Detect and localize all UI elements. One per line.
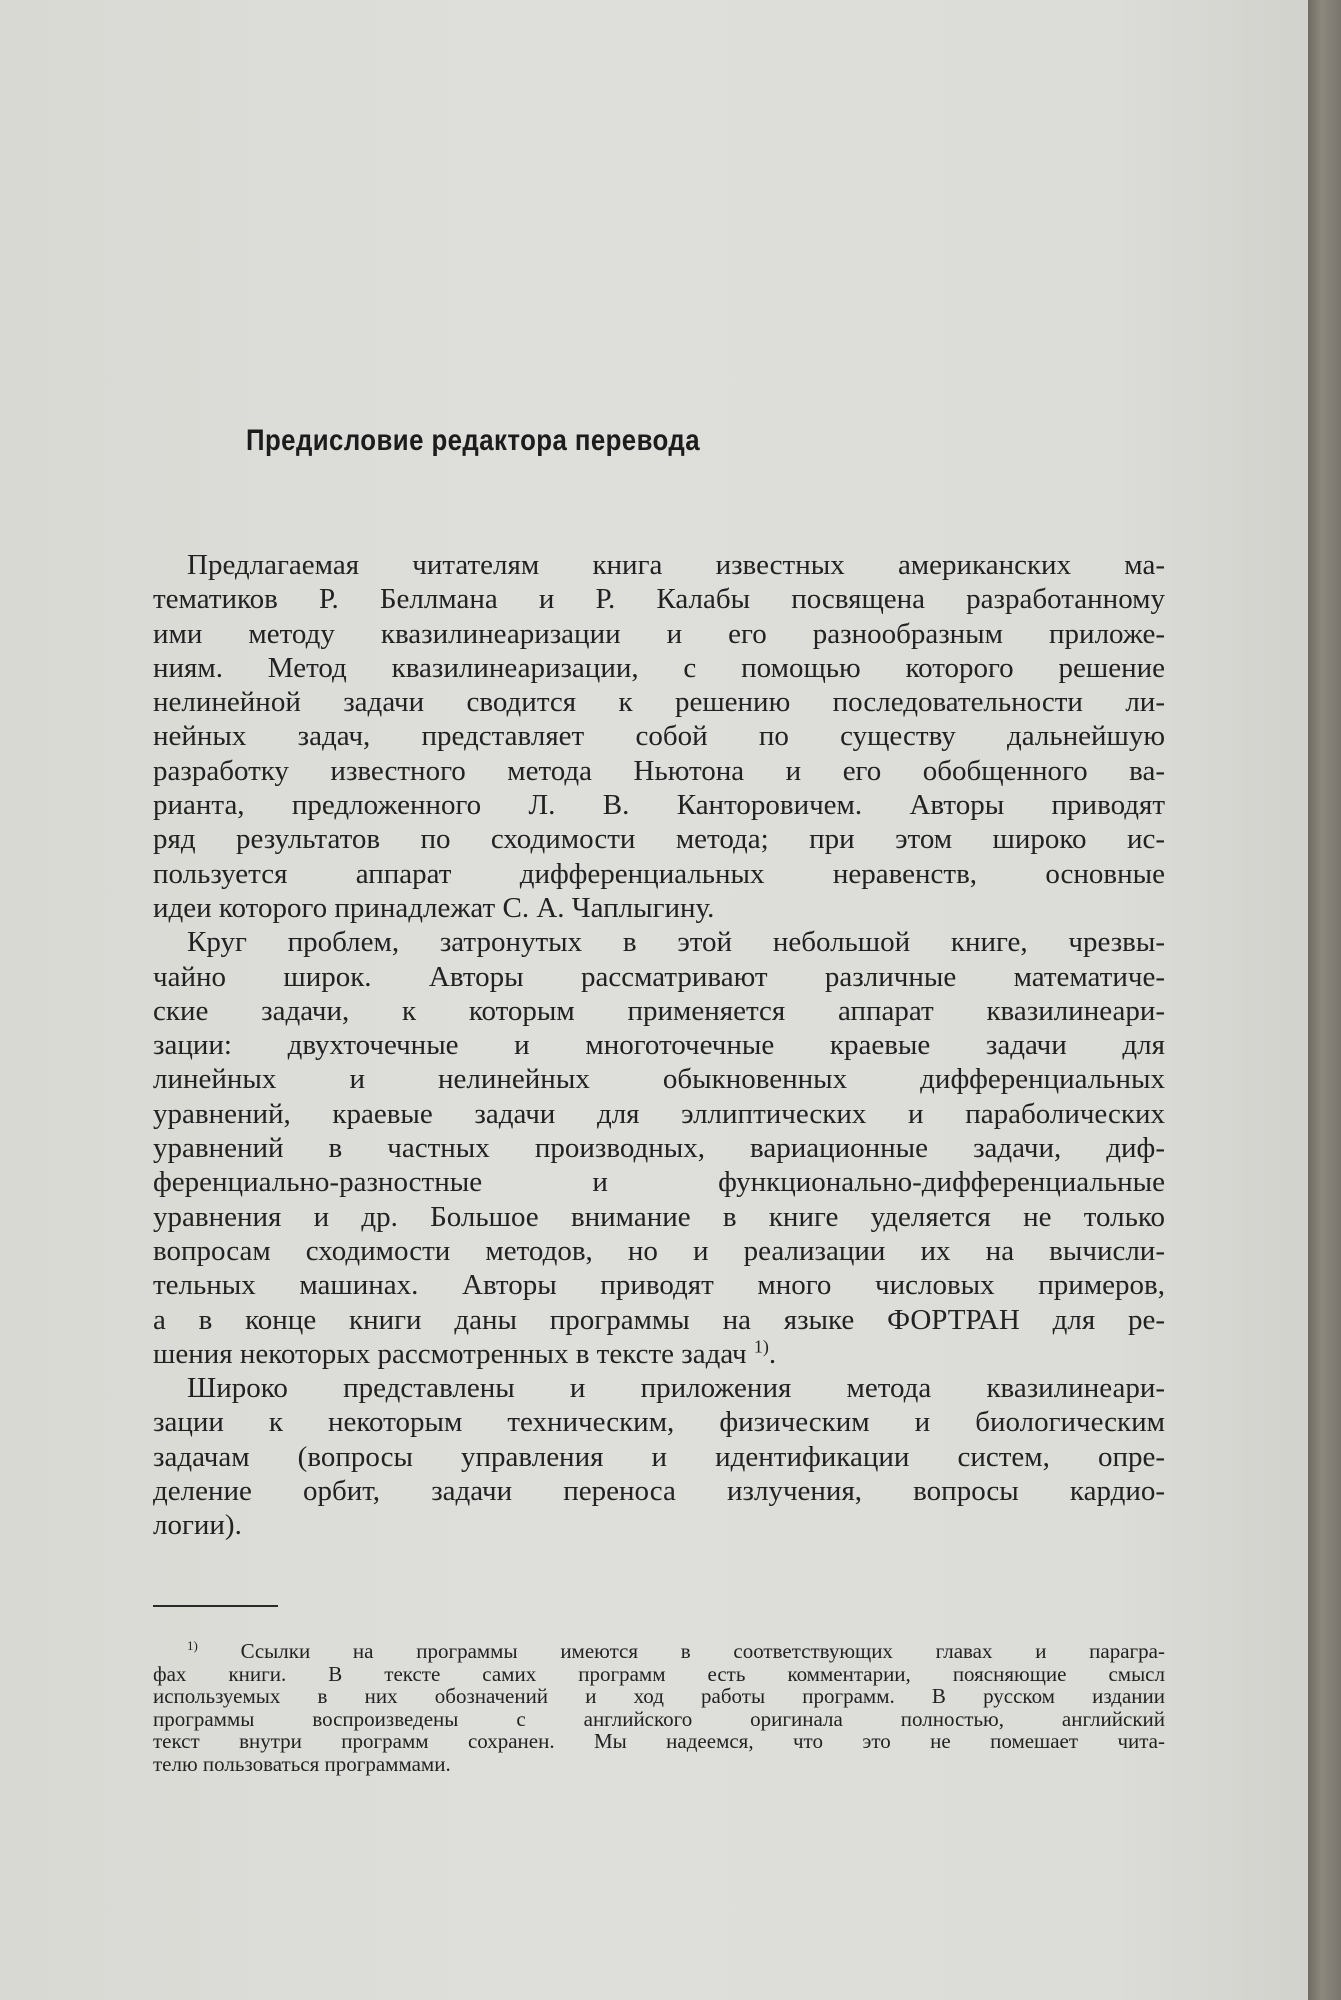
text-line: уравнений в частных производных, вариационные задачи, диф- [153, 1132, 1165, 1165]
show-through-text [120, 140, 1160, 181]
text-line: вопросам сходимости методов, но и реализации их на вычисли- [153, 1234, 1165, 1267]
text-line: зации к некоторым техническим, физическим и биологическим [153, 1406, 1165, 1439]
text-line: тельных машинах. Авторы приводят много числовых примеров, [153, 1269, 1165, 1302]
text-line: задачам (вопросы управления и идентификации систем, опре- [153, 1440, 1165, 1473]
footnote [153, 1640, 1165, 1776]
text-line: Предлагаемая читателям книга известных американских ма- [187, 549, 1165, 581]
text-line: ференциально-разностные и функционально-дифференциальные [153, 1166, 1165, 1199]
footnote-line: фах книги. В тексте самих программ есть комментарии, поясняющие смысл [153, 1661, 1165, 1686]
text-line: Широко представлены и приложения метода квазилинеари- [187, 1372, 1165, 1405]
text-line: деление орбит, задачи переноса излучения, вопросы кардио- [153, 1475, 1165, 1508]
text-line: ниям. Метод квазилинеаризации, с помощью которого решение [153, 651, 1165, 684]
paragraph-1 [153, 548, 1165, 925]
text-line: разработку известного метода Ньютона и его обобщенного ва- [153, 754, 1165, 787]
text-line: чайно широк. Авторы рассматривают различные математиче- [153, 960, 1165, 993]
text-line: шения некоторых рассмотренных в тексте задач [153, 1337, 747, 1370]
text-line: Круг проблем, затронутых в этой небольшой книге, чрезвы- [187, 926, 1165, 959]
text-line-with-footnote [153, 1337, 1165, 1371]
footnote-line: телю пользоваться программами. [153, 1751, 451, 1776]
text-line: рианта, предложенного Л. В. Канторовичем. Авторы приводят [153, 789, 1165, 822]
footnote-reference[interactable]: 1) [753, 1336, 769, 1357]
page-title: Предисловие редактора перевода [246, 424, 700, 457]
text-line: нейных задач, представляет собой по существу дальнейшую [153, 720, 1165, 753]
text-line: зации: двухточечные и многоточечные краевые задачи для [153, 1029, 1165, 1062]
paragraph-3 [153, 1371, 1165, 1542]
text-line: логии). [153, 1509, 242, 1542]
text-line: идеи которого принадлежат С. А. Чаплыгину. [153, 891, 715, 924]
book-spine [1308, 0, 1341, 2000]
footnote-divider [153, 1605, 278, 1607]
footnote-line: программы воспроизведены с английского оригинала полностью, английский [153, 1706, 1165, 1731]
sentence-end: . [768, 1337, 777, 1370]
body-text [153, 548, 1165, 1543]
text-line: а в конце книги даны программы на языке ФОРТРАН для ре- [153, 1303, 1165, 1336]
paragraph-2 [153, 925, 1165, 1371]
text-line: ряд результатов по сходимости метода; при этом широко ис- [153, 823, 1165, 856]
footnote-line: используемых в них обозначений и ход работы программ. В русском издании [153, 1684, 1165, 1709]
text-line: уравнения и др. Большое внимание в книге уделяется не только [153, 1200, 1165, 1233]
text-line: тематиков Р. Беллмана и Р. Калабы посвящена разработанному [153, 583, 1165, 616]
text-line: нелинейной задачи сводится к решению последовательности ли- [153, 686, 1165, 719]
footnote-marker: 1) [187, 1638, 198, 1653]
footnote-line-text: Ссылки на программы имеются в соответствующих главах и паpагра- [240, 1639, 1165, 1663]
text-line: ские задачи, к которым применяется аппарат квазилинеари- [153, 994, 1165, 1027]
text-line: линейных и нелинейных обыкновенных дифференциальных [153, 1063, 1165, 1096]
footnote-line: текст внутри программ сохранен. Мы надеемся, что это не помешает чита- [153, 1729, 1165, 1754]
text-line: уравнений, краевые задачи для эллиптических и параболических [153, 1097, 1165, 1130]
text-line: ими методу квазилинеаризации и его разнообразным приложе- [153, 617, 1165, 650]
text-line: пользуется аппарат дифференциальных неравенств, основные [153, 857, 1165, 890]
footnote-line [153, 1640, 1165, 1663]
